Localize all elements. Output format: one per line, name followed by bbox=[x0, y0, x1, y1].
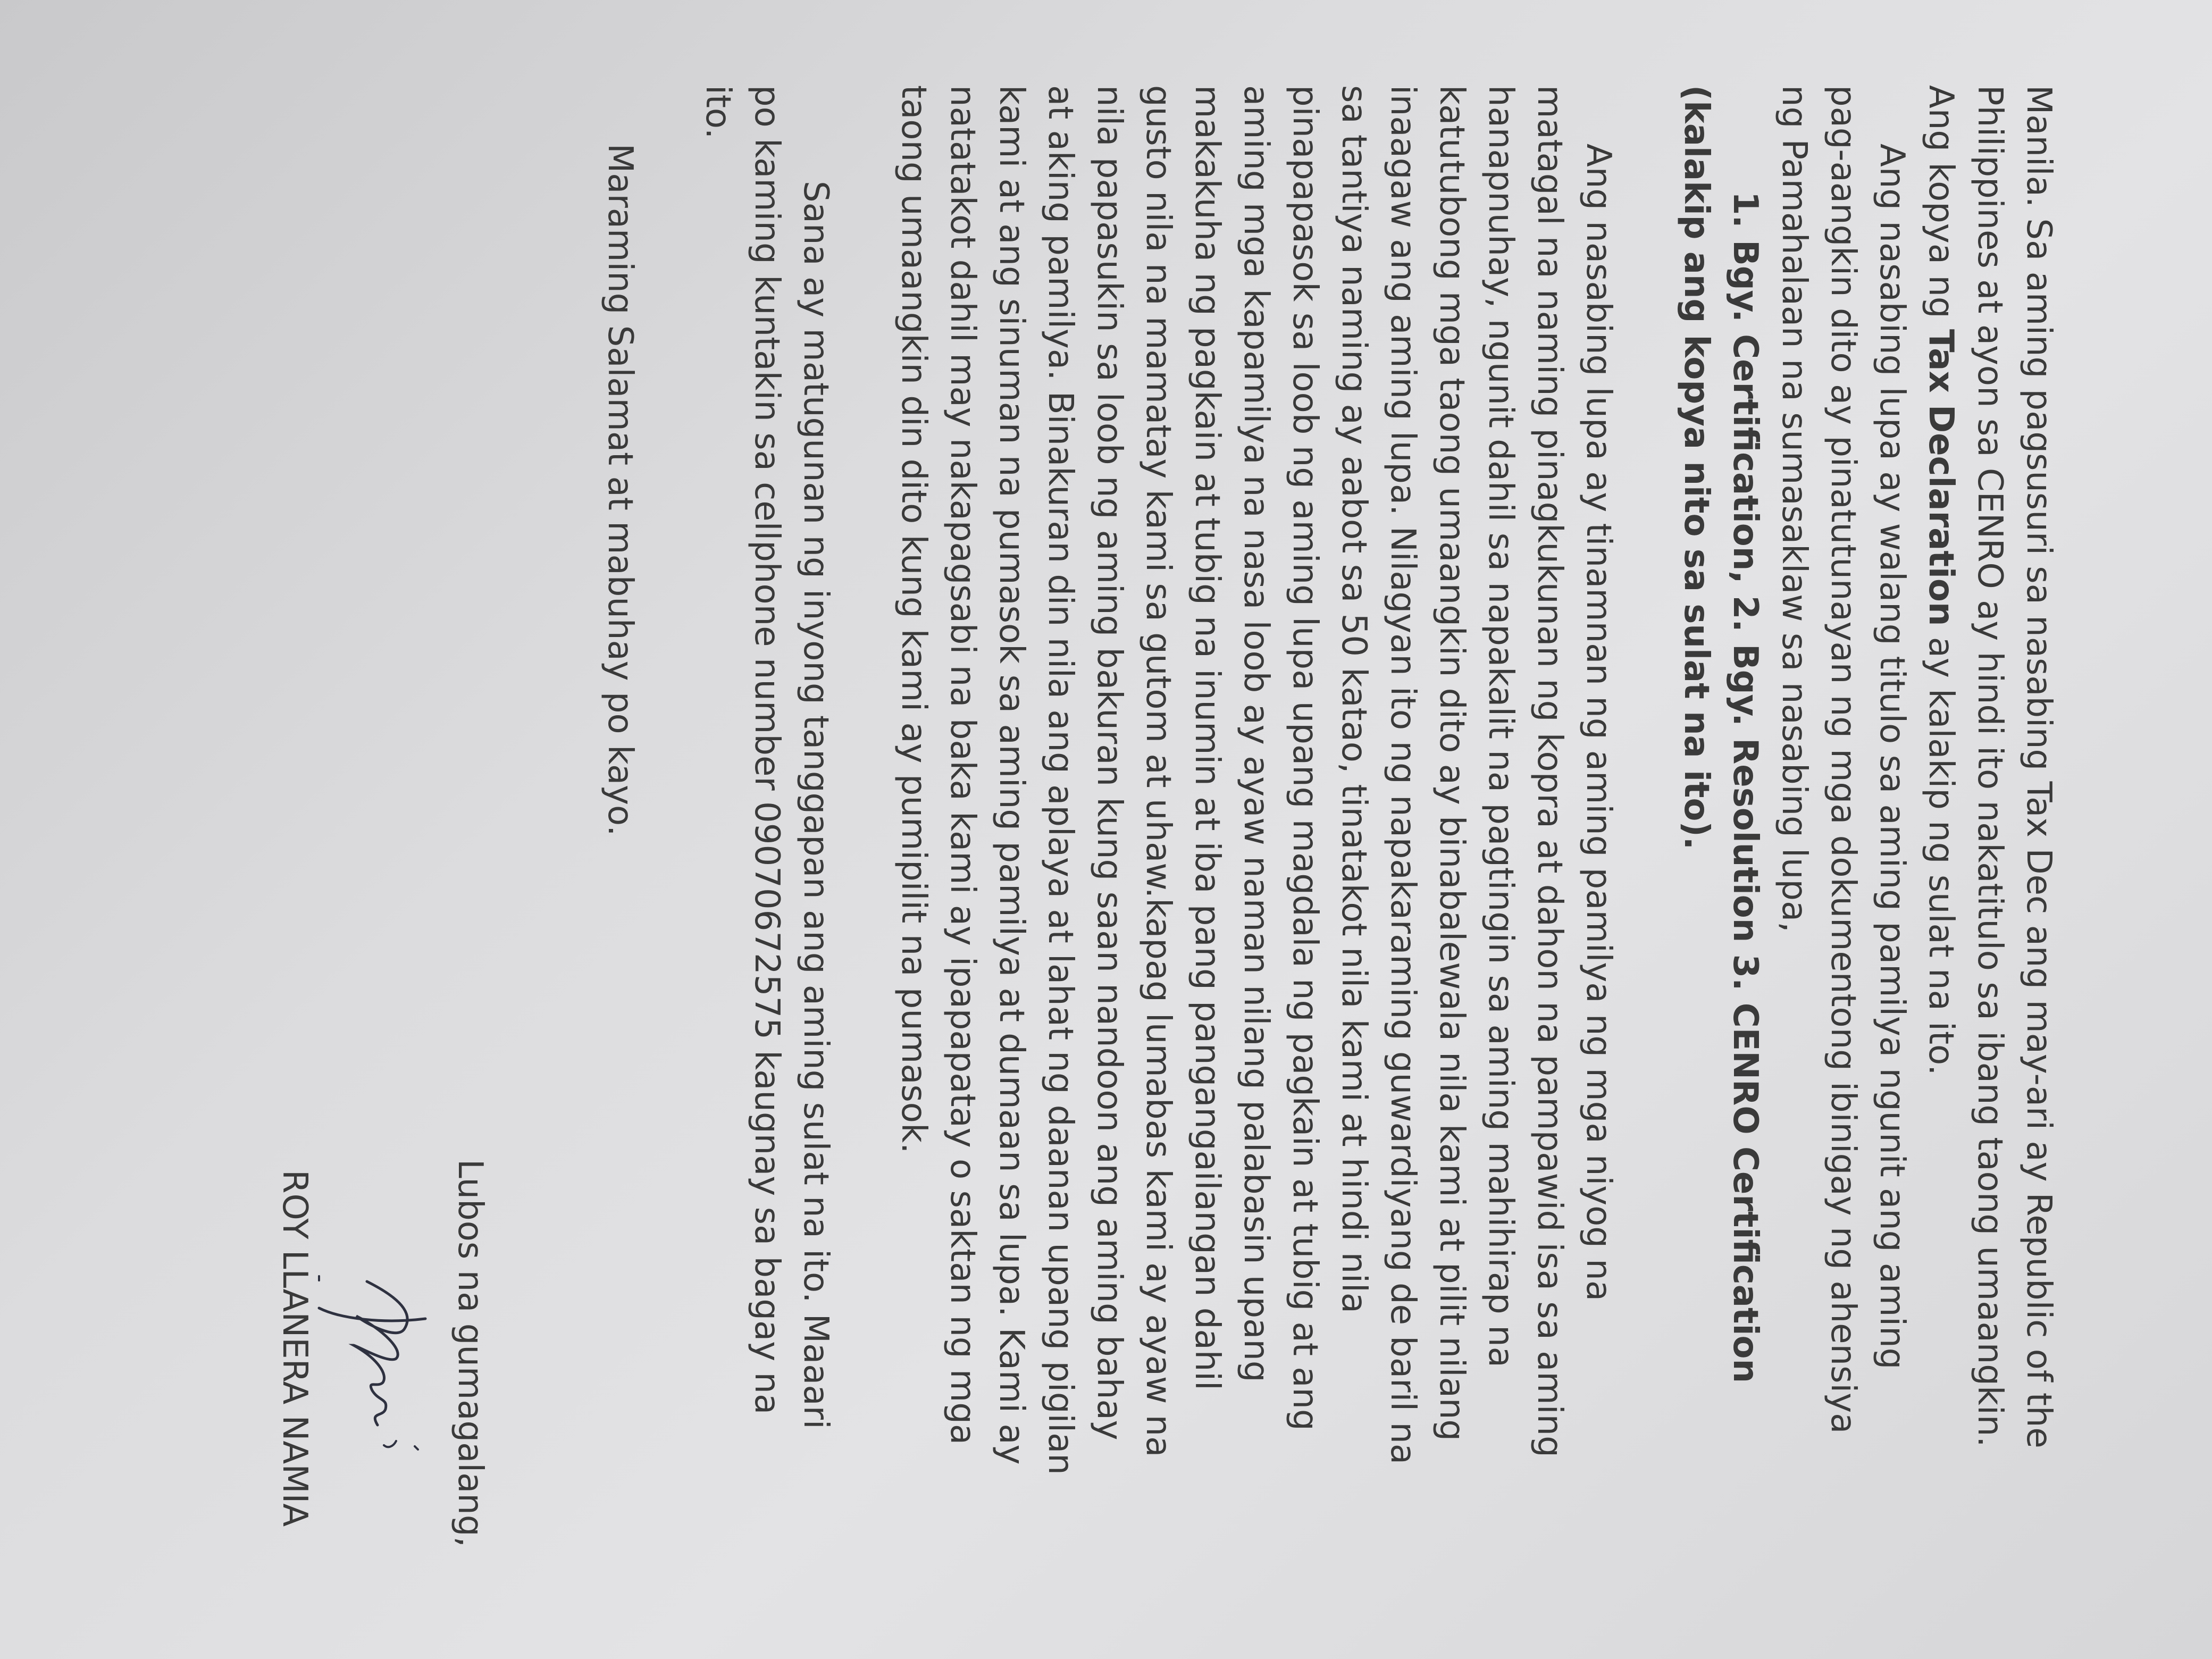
text-line: ng Pamahalaan na sumasaklaw sa nasabing lupa, bbox=[1774, 85, 1814, 933]
text-line: Ang nasabing lupa ay tinamnan ng aming pamilya ng mga niyog na bbox=[1579, 144, 1618, 1302]
document-list-note: (kalakip ang kopya nito sa sulat na ito). bbox=[1677, 85, 1716, 850]
text-line: pinapapasok sa loob ng aming lupa upang magdala ng pagkain at tubig at ang bbox=[1285, 85, 1325, 1431]
text-line: inaagaw ang aming lupa. Nilagyan ito ng napakaraming guwardiyang de baril na bbox=[1383, 85, 1422, 1465]
text-line: katutubong mga taong umaangkin dito ay binabalewala nila kami at pilit nilang bbox=[1432, 85, 1471, 1442]
text-line: Maraming Salamat at mabuhay po kayo. bbox=[600, 144, 640, 836]
paragraph-tax-dec bbox=[1916, 85, 2063, 1606]
document-list-items: 1. Bgy. Certification, 2. Bgy. Resolution 3. CENRO Certification bbox=[1725, 191, 1765, 1384]
thanks-line bbox=[596, 85, 644, 1606]
text-line: Philippines at ayon sa CENRO ay hindi ito nakatitulo sa ibang taong umaangkin. bbox=[1970, 85, 2009, 1447]
closing-salutation: Lubos na gumagalang, bbox=[450, 1159, 490, 1547]
text-line: pag-aangkin dito ay pinatutunayan ng mga dokumentong ibinigay ng ahensiya bbox=[1823, 85, 1863, 1434]
document-list bbox=[1672, 85, 1770, 1606]
tax-declaration-bold: Tax Declaration bbox=[1921, 329, 1960, 626]
text-line: kami at ang sinuman na pumasok sa aming pamilya at dumaan sa lupa. Kami ay bbox=[992, 85, 1031, 1465]
signer-name: ROY LLANERA NAMIA bbox=[275, 1170, 314, 1527]
text-line: at aking pamilya. Binakuran din nila ang aplaya at lahat ng daanan upang pigilan bbox=[1041, 85, 1080, 1475]
text-line: Ang kopya ng bbox=[1921, 85, 1960, 329]
text-line: Sana ay matugunan ng inyong tanggapan ang aming sulat na ito. Maaari bbox=[796, 181, 835, 1429]
letter-body bbox=[596, 85, 2063, 1606]
text-line: Manila. Sa aming pagsusuri sa nasabing Tax Dec ang may-ari ay Republic of the bbox=[2019, 85, 2058, 1448]
text-line: natatakot dahil may nakapagsabi na baka kami ay ipapapatay o saktan ng mga bbox=[943, 85, 982, 1445]
text-line: hanapnuhay, ngunit dahil sa napakalit na pagtingin sa aming mahihirap na bbox=[1481, 85, 1520, 1368]
text-line: ay kalakip ng sulat na ito. bbox=[1921, 626, 1960, 1076]
text-line: taong umaangkin din dito kung kami ay pumipilit na pumasok. bbox=[894, 85, 933, 1154]
paragraph-request bbox=[693, 85, 840, 1606]
text-line: Ang nasabing lupa ay walang titulo sa aming pamilya ngunit ang aming bbox=[1872, 144, 1912, 1370]
text-line: ito. bbox=[698, 85, 738, 139]
text-line: po kaming kuntakin sa cellphone number 09070672575 kaugnay sa bagay na bbox=[747, 85, 786, 1415]
text-line: gusto nila na mamatay kami sa gutom at uhaw.kapag lumabas kami ay ayaw na bbox=[1138, 85, 1178, 1457]
handwritten-signature bbox=[308, 1266, 447, 1489]
paragraph-land-dispute bbox=[889, 85, 1623, 1606]
text-line: aming mga kapamilya na nasa loob ay ayaw naman nilang palabasin upang bbox=[1236, 85, 1276, 1382]
text-line: sa tantiya naming ay aabot sa 50 katao, tinatakot nila kami at hindi nila bbox=[1334, 85, 1373, 1313]
text-line: matagal na naming pinagkukunan ng kopra at dahon na pampawid isa sa aming bbox=[1530, 85, 1569, 1457]
text-line: nila papasukin sa loob ng aming bakuran kung saan nandoon ang aming bahay bbox=[1090, 85, 1129, 1440]
paragraph-no-title bbox=[1770, 85, 1916, 1606]
text-line: makakuha ng pagkain at tubig na inumin at iba pang pangangailangan dahil bbox=[1187, 85, 1227, 1390]
